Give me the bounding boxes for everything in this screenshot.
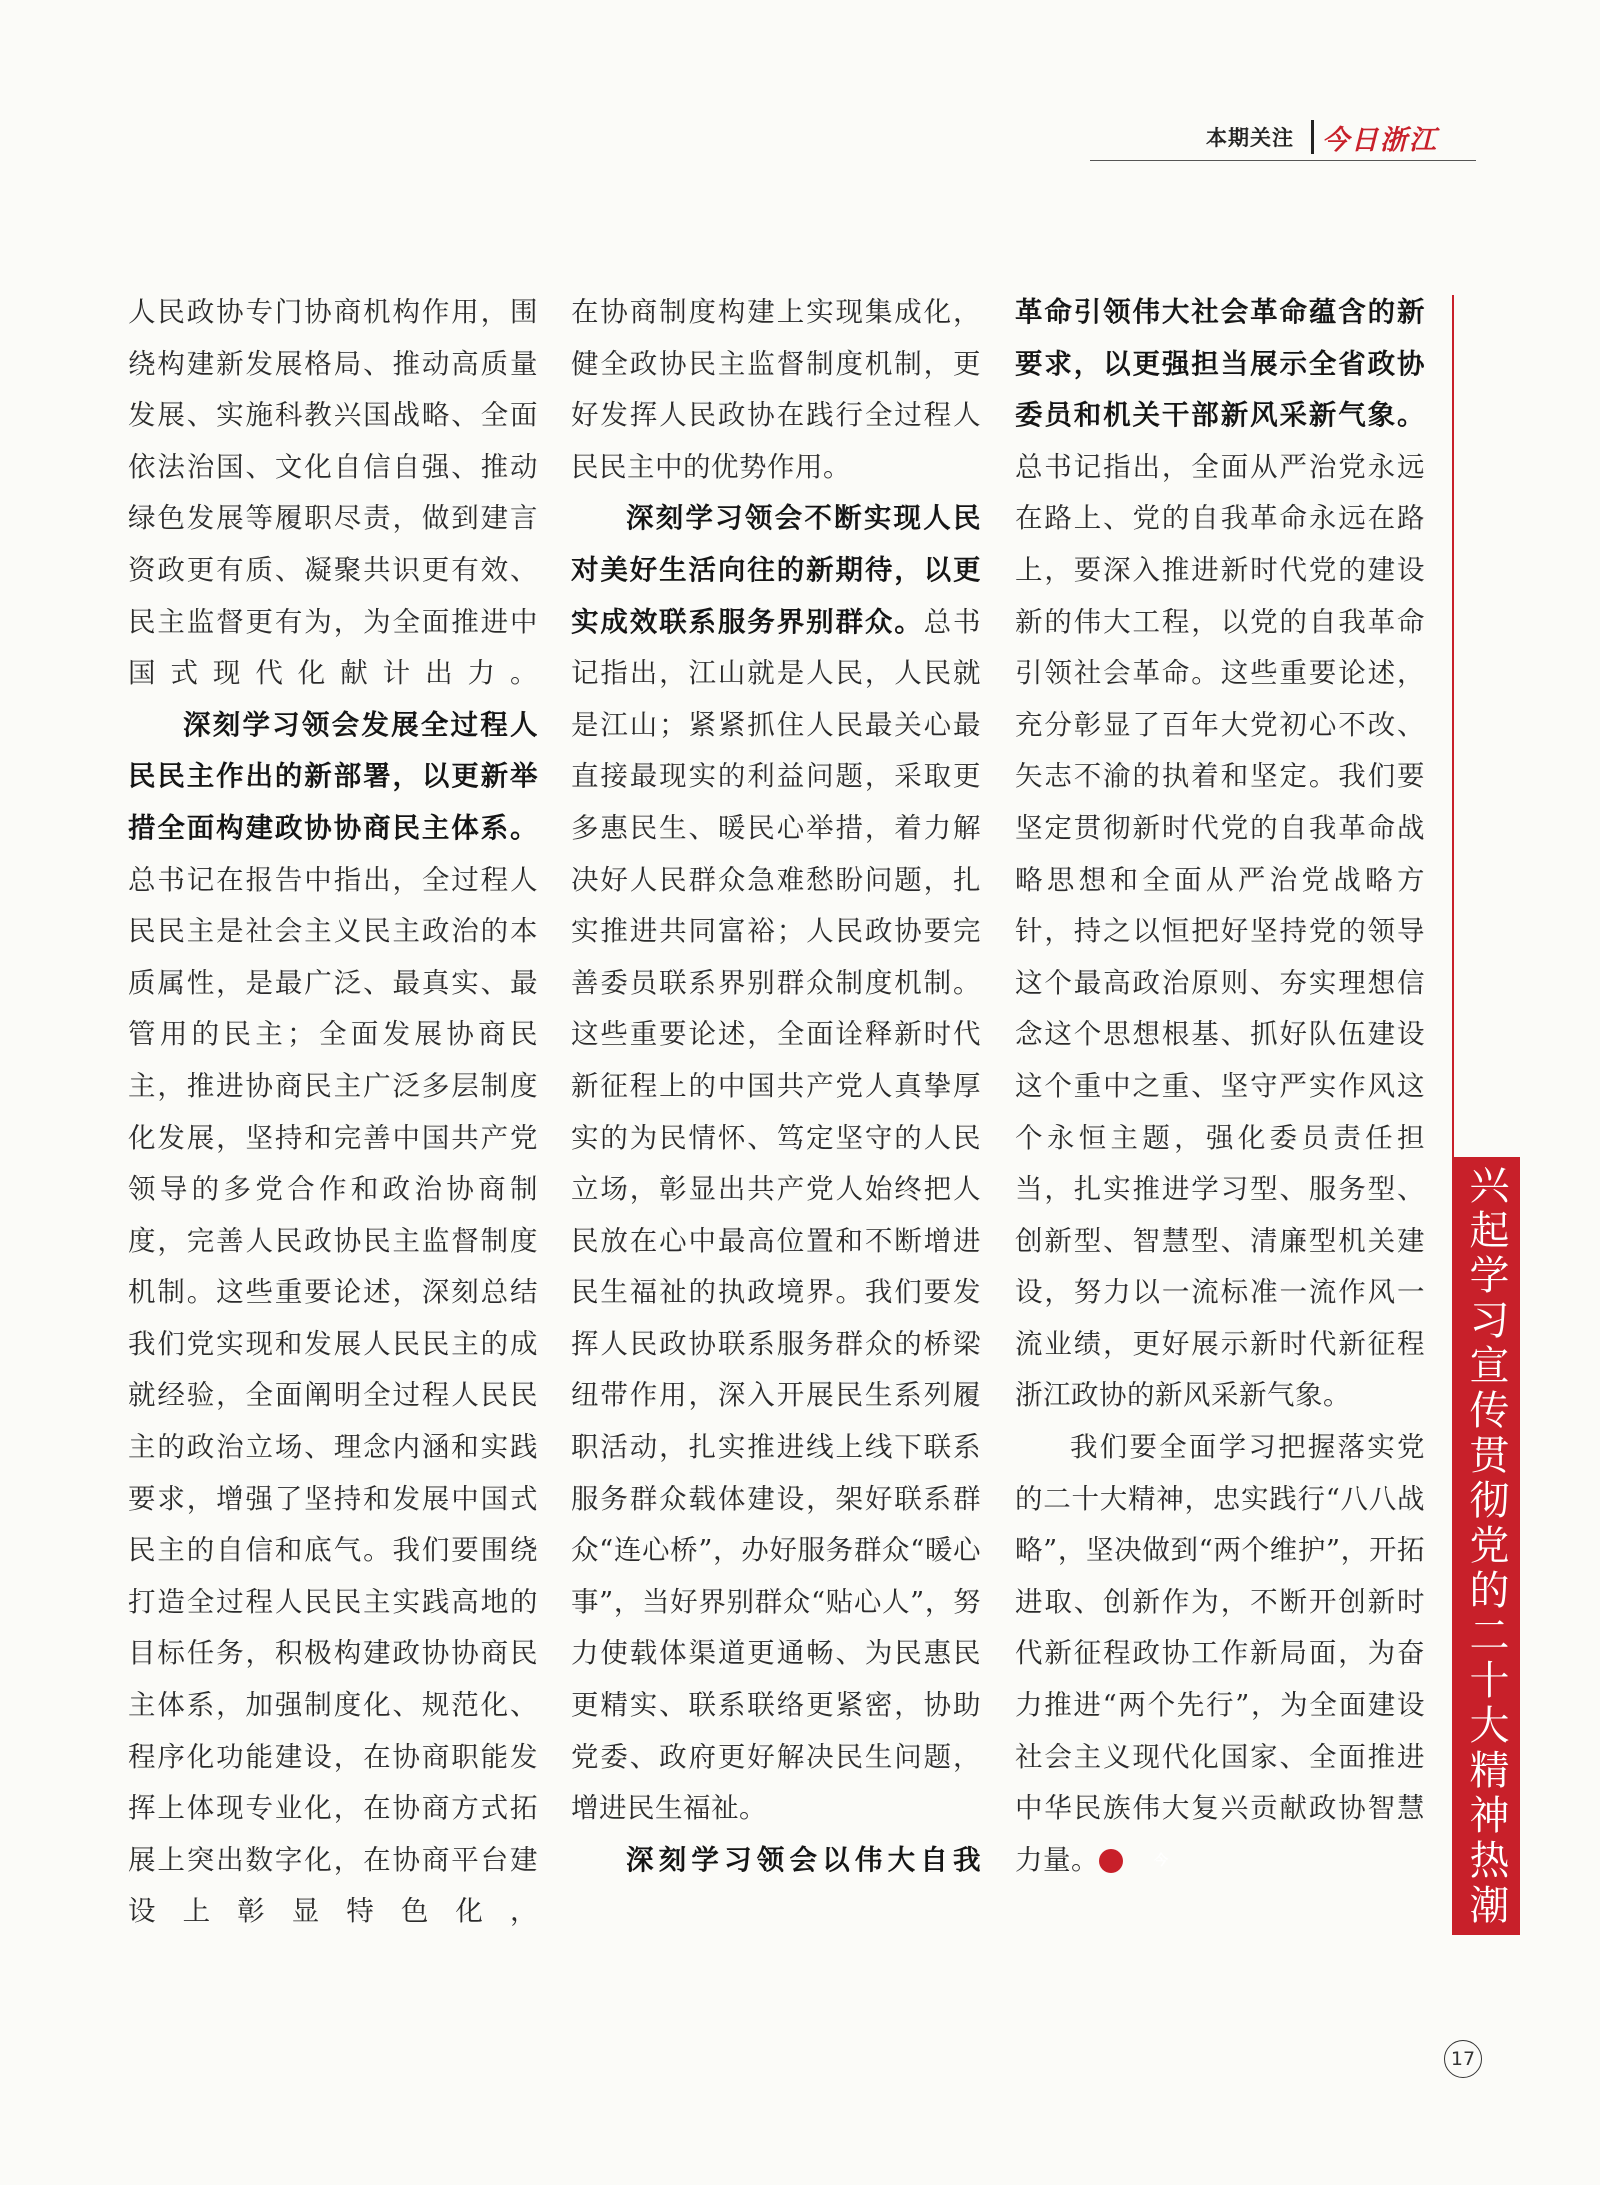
paragraph-text: 在协商制度构建上实现集成化，健全政协民主监督制度机制，更好发挥人民政协在践行全过程人民民主中的优势作用。 [571,296,981,483]
paragraph-text: 人民政协专门协商机构作用，围绕构建新发展格局、推动高质量发展、实施科教兴国战略、全面依法治国、文化自信自强、推动绿色发展等履职尽责，做到建言资政更有质、凝聚共识更有效、民主监督更有为，为全面推进中国式现代化献计出力。 [128,296,538,690]
paragraph-text: 总书记指出，全面从严治党永远在路上、党的自我革命永远在路上，要深入推进新时代党的建设新的伟大工程，以党的自我革命引领社会革命。这些重要论述，充分彰显了百年大党初心不改、矢志不渝的执着和坚定。我们要坚定贯彻新时代党的自我革命战略思想和全面从严治党战略方针，持之以恒把好坚持党的领导这个最高政治原则、夯实理想信念这个思想根基、抓好队伍建设这个重中之重、坚守严实作风这个永恒主题，强化委员责任担当，扎实推进学习型、服务型、创新型、智慧型、清廉型机关建设，努力以一流标准一流作风一流业绩，更好展示新时代新征程浙江政协的新风采新气象。 [1015,450,1425,1412]
paragraph-lead: 深刻学习领会不断实现人民对美好生活向往的新期待，以更实成效联系服务界别群众。 [571,502,981,638]
paragraph-lead: 深刻学习领会发展全过程人民民主作出的新部署，以更新举措全面构建政协协商民主体系。 [128,708,538,844]
paragraph [1015,1422,1425,1886]
header-divider [1311,120,1314,154]
page-number: 17 [1444,2040,1482,2078]
paragraph-text: 总书记指出，江山就是人民，人民就是江山；紧紧抓住人民最关心最直接最现实的利益问题，采取更多惠民生、暖民心举措，着力解决好人民群众急难愁盼问题，扎实推进共同富裕；人民政协要完善委员联系界别群众制度机制。这些重要论述，全面诠释新时代新征程上的中国共产党人真挚厚实的为民情怀、笃定坚守的人民立场，彰显出共产党人始终把人民放在心中最高位置和不断增进民生福祉的执政境界。我们要发挥人民政协联系服务群众的桥梁纽带作用，深入开展民生系列履职活动，扎实推进线上线下联系服务群众载体建设，架好联系群众“连心桥”，办好服务群众“暖心事”，当好界别群众“贴心人”，努力使载体渠道更通畅、为民惠民更精实、联系联络更紧密，协助党委、政府更好解决民生问题，增进民生福祉。 [571,605,982,1825]
paragraph-text: 我们要全面学习把握落实党的二十大精神，忠实践行“八八战略”，坚决做到“两个维护”，开拓进取、创新作为，不断开创新时代新征程政协工作新局面，为奋力推进“两个先行”，为全面建设社会主义现代化国家、全面推进中华民族伟大复兴贡献政协智慧力量。 [1015,1431,1425,1876]
paragraph [128,700,538,1938]
paragraph [1015,287,1425,1422]
paragraph [128,287,538,700]
article-column-2 [571,287,981,1886]
article-column-1 [128,287,538,1938]
paragraph [571,287,981,493]
paragraph [571,493,981,1834]
page-header [1090,120,1476,161]
paragraph-lead: 革命引领伟大社会革命蕴含的新要求，以更强担当展示全省政协委员和机关干部新风采新气象。 [1015,296,1425,432]
brand-logo: 今日浙江 [1322,125,1438,156]
section-label: 本期关注 [1206,126,1294,150]
side-banner-text: 兴起学习宣传贯彻党的二十大精神热潮 [1463,1163,1509,1929]
paragraph-lead: 深刻学习领会以伟大自我 [626,1843,981,1876]
end-mark-icon: 今 [1099,1849,1123,1873]
paragraph [571,1835,981,1887]
side-rule [1452,295,1454,1157]
article-column-3 [1015,287,1425,1886]
paragraph-text: 总书记在报告中指出，全过程人民民主是社会主义民主政治的本质属性，是最广泛、最真实、最管用的民主；全面发展协商民主，推进协商民主广泛多层制度化发展，坚持和完善中国共产党领导的多党合作和政治协商制度，完善人民政协民主监督制度机制。这些重要论述，深刻总结我们党实现和发展人民民主的成就经验，全面阐明全过程人民民主的政治立场、理念内涵和实践要求，增强了坚持和发展中国式民主的自信和底气。我们要围绕打造全过程人民民主实践高地的目标任务，积极构建政协协商民主体系，加强制度化、规范化、程序化功能建设，在协商职能发挥上体现专业化，在协商方式拓展上突出数字化，在协商平台建设上彰显特色化， [128,863,538,1928]
side-banner [1452,1157,1520,1935]
